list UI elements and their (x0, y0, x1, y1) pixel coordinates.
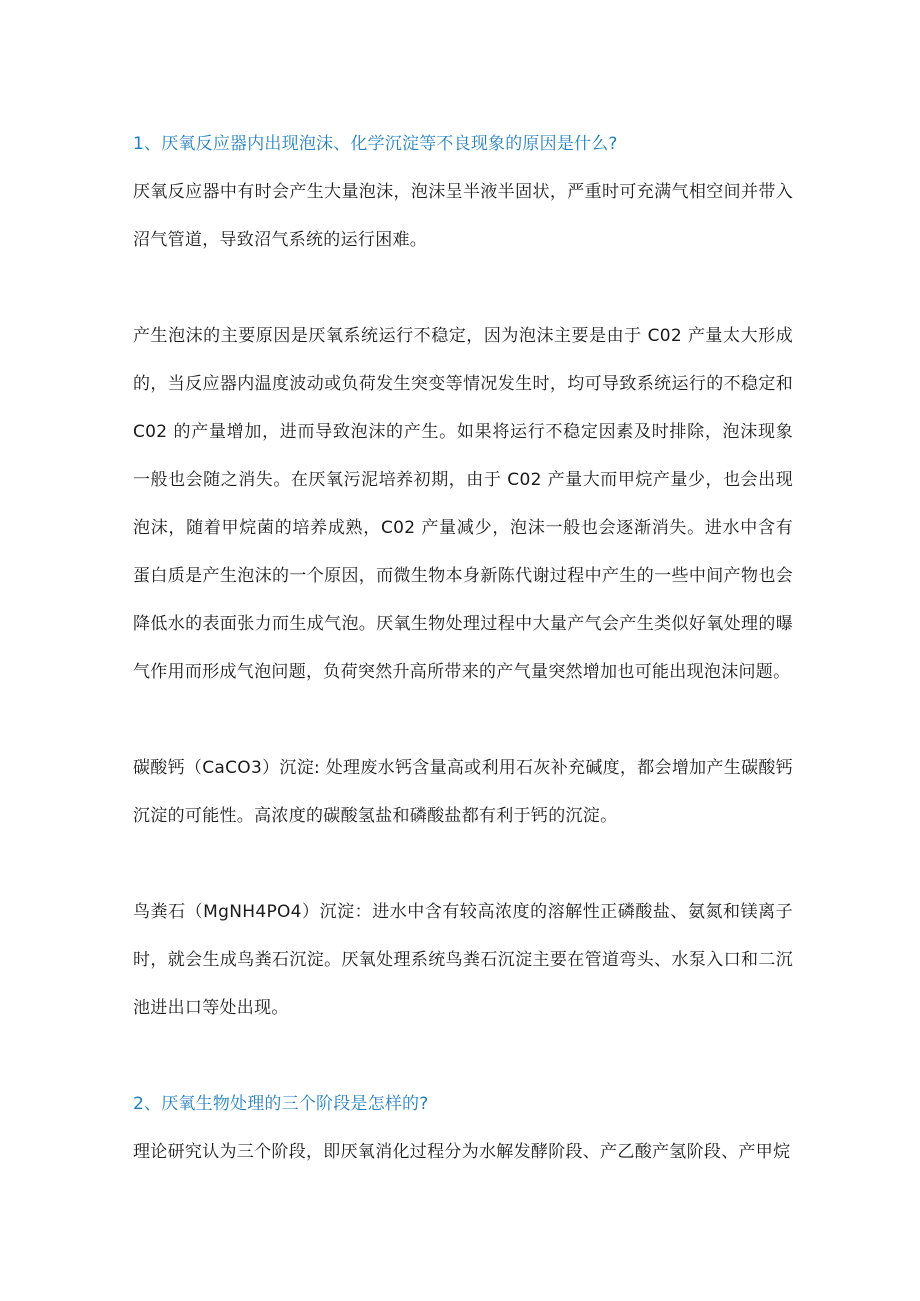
document-body (133, 120, 793, 1176)
section-1-paragraph-3: 碳酸钙（CaCO3）沉淀: 处理废水钙含量高或利用石灰补充碱度，都会增加产生碳酸钙沉淀的可能性。高浓度的碳酸氢盐和磷酸盐都有利于钙的沉淀。 (133, 758, 793, 826)
section-1-paragraph-4: 鸟粪石（MgNH4PO4）沉淀：进水中含有较高浓度的溶解性正磷酸盐、氨氮和镁离子时，就会生成鸟粪石沉淀。厌氧处理系统鸟粪石沉淀主要在管道弯头、水泵入口和二沉池进出口等处出现。 (133, 902, 793, 1018)
paragraph-spacer (133, 840, 793, 888)
paragraph-spacer (133, 1032, 793, 1080)
section-2-heading: 2、厌氧生物处理的三个阶段是怎样的? (133, 1094, 429, 1114)
section-1-paragraph-2: 产生泡沫的主要原因是厌氧系统运行不稳定，因为泡沫主要是由于 C02 产量太大形成的，当反应器内温度波动或负荷发生突变等情况发生时，均可导致系统运行的不稳定和 C02 的产量增加，进而导致泡沫的产生。如果将运行不稳定因素及时排除，泡沫现象一般也会随之消失。在厌氧污泥培养初期，由于 C02 产量大而甲烷产量少，也会出现泡沫，随着甲烷菌的培养成熟，C02 产量减少，泡沫一般也会逐渐消失。进水中含有蛋白质是产生泡沫的一个原因，而微生物本身新陈代谢过程中产生的一些中间产物也会降低水的表面张力而生成气泡。厌氧生物处理过程中大量产气会产生类似好氧处理的曝气作用而形成气泡问题，负荷突然升高所带来的产气量突然增加也可能出现泡沫问题。 (133, 326, 793, 682)
paragraph-spacer (133, 264, 793, 312)
section-1-heading: 1、厌氧反应器内出现泡沫、化学沉淀等不良现象的原因是什么? (133, 134, 618, 154)
paragraph-spacer (133, 696, 793, 744)
section-1-paragraph-1: 厌氧反应器中有时会产生大量泡沫，泡沫呈半液半固状，严重时可充满气相空间并带入沼气管道，导致沼气系统的运行困难。 (133, 182, 793, 250)
section-2-paragraph-1: 理论研究认为三个阶段，即厌氧消化过程分为水解发酵阶段、产乙酸产氢阶段、产甲烷 (133, 1142, 791, 1162)
